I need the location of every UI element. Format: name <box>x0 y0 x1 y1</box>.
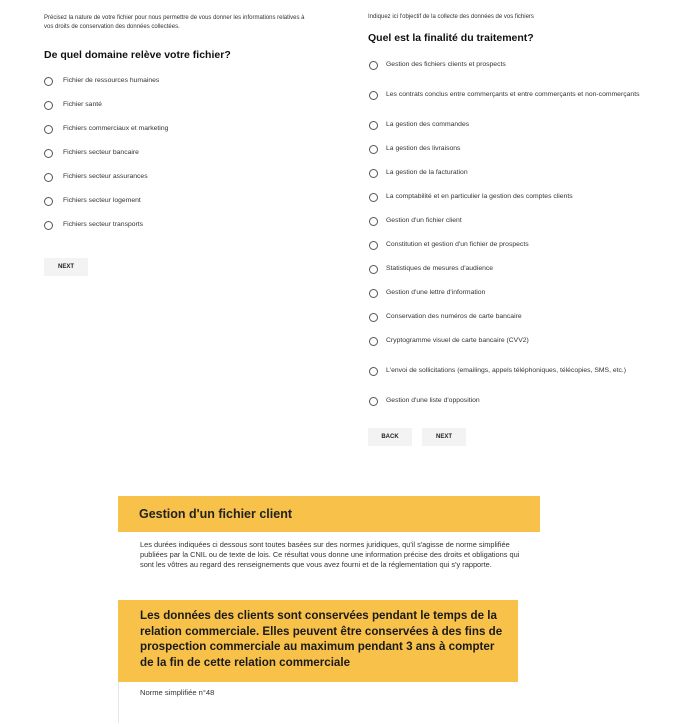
radio-button[interactable] <box>369 397 378 406</box>
radio-button[interactable] <box>44 197 53 206</box>
domain-option-label: Fichier santé <box>63 100 102 108</box>
purpose-intro: Indiquez ici l'objectif de la collecte des données de vos fichiers <box>368 14 534 20</box>
radio-button[interactable] <box>369 169 378 178</box>
file-domain-panel <box>44 14 314 237</box>
domain-option-label: Fichiers secteur assurances <box>63 172 148 180</box>
file-domain-options <box>44 69 314 237</box>
norm-reference: Norme simplifiée n°48 <box>140 688 215 697</box>
purpose-option[interactable] <box>368 137 658 161</box>
radio-button[interactable] <box>369 145 378 154</box>
domain-option-transports[interactable] <box>44 213 314 237</box>
radio-button[interactable] <box>369 61 378 70</box>
result-header <box>118 496 540 532</box>
domain-option-label: Fichiers secteur bancaire <box>63 148 139 156</box>
radio-button[interactable] <box>44 221 53 230</box>
domain-option-label: Fichiers commerciaux et marketing <box>63 124 169 132</box>
domain-option-rh[interactable] <box>44 69 314 93</box>
purpose-option-label: Cryptogramme visuel de carte bancaire (CVV2) <box>386 336 529 344</box>
purpose-option-label: Gestion d'une lettre d'information <box>386 288 486 296</box>
purpose-option[interactable] <box>368 389 658 413</box>
result-card <box>118 496 542 727</box>
result-description: Les durées indiquées ci dessous sont toutes basées sur des normes juridiques, qu'il s'agisse de norme simplifiée publiées par la CNIL ou de texte de lois. Ce résultat vous donne une information précise des droits et obligations qui sont les vôtres au regard des renseignements que vous avez fourni et de la réglementation qui s'y rapporte. <box>140 540 520 569</box>
purpose-option-label: Gestion d'une liste d'opposition <box>386 396 480 404</box>
purpose-option-label: La gestion de la facturation <box>386 168 468 176</box>
purpose-options <box>368 53 658 413</box>
purpose-question: Quel est la finalité du traitement? <box>368 32 534 44</box>
back-button[interactable]: BACK <box>368 428 412 446</box>
domain-option-sante[interactable] <box>44 93 314 117</box>
radio-button[interactable] <box>44 101 53 110</box>
purpose-option[interactable] <box>368 77 658 113</box>
purpose-option[interactable] <box>368 233 658 257</box>
domain-option-assurances[interactable] <box>44 165 314 189</box>
domain-option-logement[interactable] <box>44 189 314 213</box>
radio-button[interactable] <box>44 173 53 182</box>
purpose-option-label: Gestion des fichiers clients et prospects <box>386 60 506 68</box>
file-domain-question: De quel domaine relève votre fichier? <box>44 49 231 61</box>
radio-button[interactable] <box>369 91 378 100</box>
purpose-option-label: Constitution et gestion d'un fichier de prospects <box>386 240 529 248</box>
radio-button[interactable] <box>369 289 378 298</box>
radio-button[interactable] <box>369 367 378 376</box>
purpose-option-label: Conservation des numéros de carte bancaire <box>386 312 522 320</box>
purpose-option-label: La comptabilité et en particulier la gestion des comptes clients <box>386 192 573 200</box>
purpose-option[interactable] <box>368 161 658 185</box>
domain-option-label: Fichiers secteur logement <box>63 196 141 204</box>
purpose-option[interactable] <box>368 53 658 77</box>
purpose-nav-buttons <box>368 428 466 446</box>
radio-button[interactable] <box>369 241 378 250</box>
radio-button[interactable] <box>369 337 378 346</box>
purpose-option[interactable] <box>368 329 658 353</box>
domain-option-bancaire[interactable] <box>44 141 314 165</box>
file-domain-intro: Précisez la nature de votre fichier pour nous permettre de vous donner les informations relatives à vos droits de conservation des données collectées. <box>44 15 305 30</box>
purpose-option-label: Gestion d'un fichier client <box>386 216 462 224</box>
purpose-option[interactable] <box>368 185 658 209</box>
purpose-option-label: Statistiques de mesures d'audience <box>386 264 494 272</box>
purpose-option[interactable] <box>368 257 658 281</box>
result-title: Gestion d'un fichier client <box>139 507 292 521</box>
radio-button[interactable] <box>369 121 378 130</box>
purpose-option[interactable] <box>368 209 658 233</box>
purpose-option[interactable] <box>368 305 658 329</box>
radio-button[interactable] <box>44 125 53 134</box>
purpose-option-label: Les contrats conclus entre commerçants et entre commerçants et non-commerçants <box>386 90 640 98</box>
radio-button[interactable] <box>44 149 53 158</box>
next-button[interactable]: NEXT <box>422 428 466 446</box>
domain-option-commerciaux[interactable] <box>44 117 314 141</box>
domain-option-label: Fichiers secteur transports <box>63 220 144 228</box>
retention-highlight: Les données des clients sont conservées pendant le temps de la relation commerciale. Elles peuvent être conservées à des fins de prospection commerciale au maximum pendant 3 ans à compter de la fin de cette relation commerciale <box>118 600 518 682</box>
purpose-panel <box>368 13 658 413</box>
radio-button[interactable] <box>369 313 378 322</box>
purpose-option-label: L'envoi de sollicitations (emailings, appels téléphoniques, télécopies, SMS, etc.) <box>386 366 627 374</box>
radio-button[interactable] <box>369 265 378 274</box>
domain-option-label: Fichier de ressources humaines <box>63 76 160 84</box>
radio-button[interactable] <box>44 77 53 86</box>
radio-button[interactable] <box>369 217 378 226</box>
purpose-option[interactable] <box>368 353 658 389</box>
next-button[interactable]: NEXT <box>44 258 88 276</box>
purpose-option[interactable] <box>368 113 658 137</box>
radio-button[interactable] <box>369 193 378 202</box>
purpose-option-label: La gestion des commandes <box>386 120 470 128</box>
purpose-option[interactable] <box>368 281 658 305</box>
purpose-option-label: La gestion des livraisons <box>386 144 461 152</box>
